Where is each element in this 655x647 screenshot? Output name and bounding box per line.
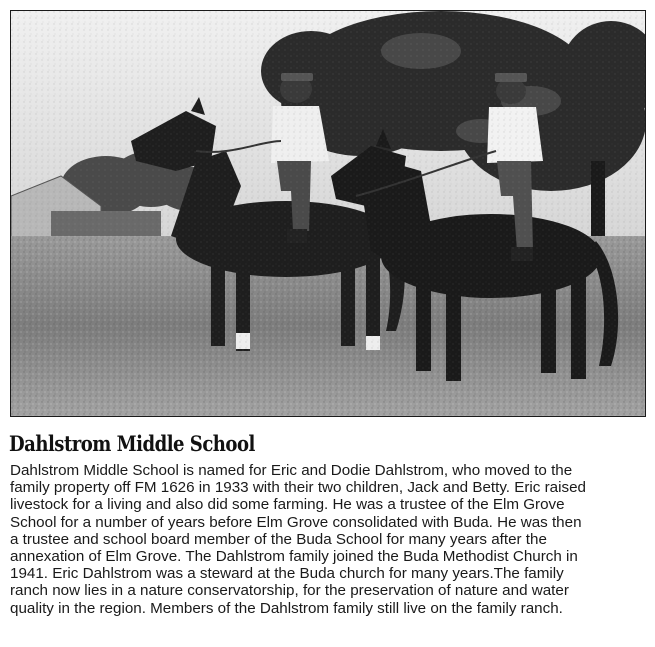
body-line: quality in the region. Members of the Dahlstrom family still live on the family ranch.	[10, 599, 563, 617]
article-heading: Dahlstrom Middle School	[9, 431, 255, 456]
body-line: livestock for a living and also did some farming. He was a trustee of the Elm Grove	[10, 496, 565, 514]
photo-illustration	[11, 11, 645, 416]
historic-photo	[10, 10, 646, 417]
body-line: annexation of Elm Grove. The Dahlstrom family joined the Buda Methodist Church in	[10, 548, 578, 566]
body-line: 1941. Eric Dahlstrom was a steward at the Buda church for many years.The family	[10, 565, 564, 583]
body-line: family property off FM 1626 in 1933 with their two children, Jack and Betty. Eric raised	[10, 479, 586, 497]
body-line: School for a number of years before Elm Grove consolidated with Buda. He was then	[10, 513, 582, 531]
body-line: Dahlstrom Middle School is named for Eric and Dodie Dahlstrom, who moved to the	[10, 462, 573, 479]
body-line: a trustee and school board member of the Buda School for many years after the	[10, 530, 547, 548]
body-line: ranch now lies in a nature conservatorship, for the preservation of nature and water	[10, 582, 569, 600]
article-body	[10, 462, 650, 617]
